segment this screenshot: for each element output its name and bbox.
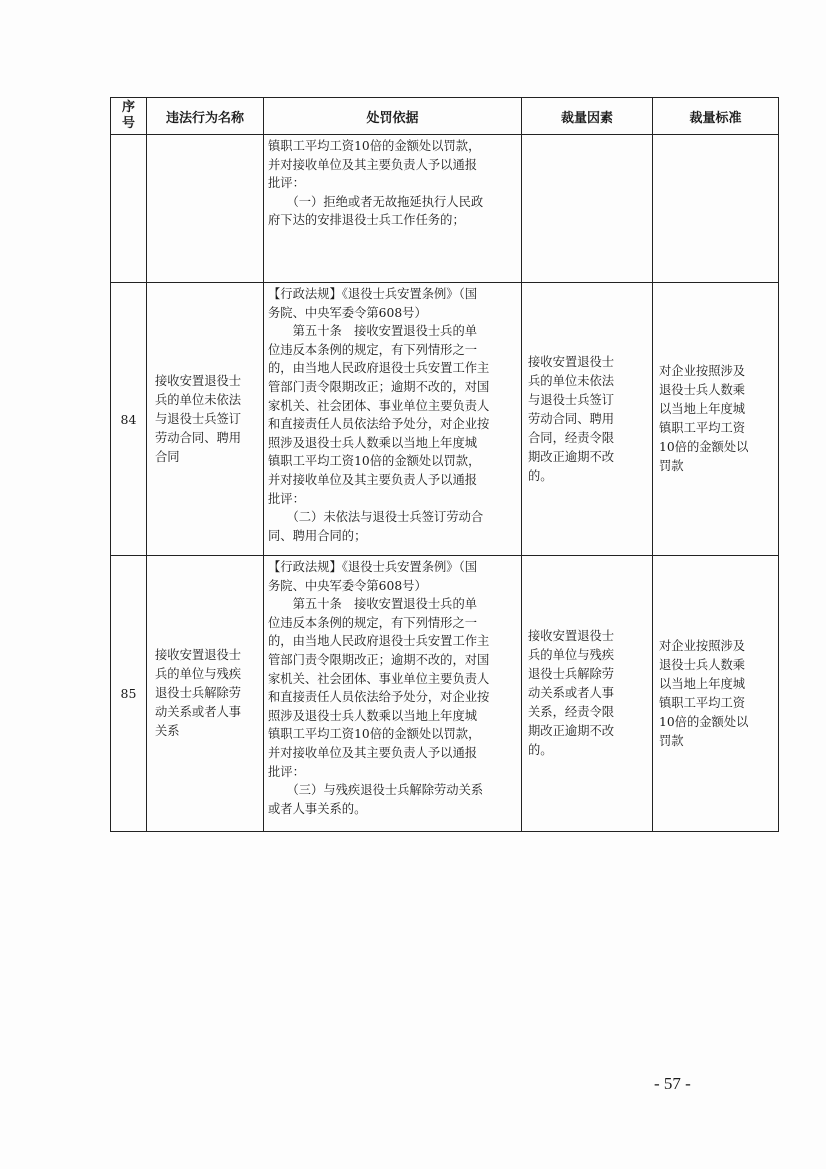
row-penalty-basis: [264, 556, 522, 832]
penalty-basis-text: 镇职工平均工资10倍的金额处以罚款， 并对接收单位及其主要负责人予以通报 批评： （一）拒绝或者无故拖延执行人民政 府下达的安排退役士兵工作任务的；: [268, 139, 484, 228]
page-number: - 57 -: [654, 1074, 691, 1093]
row-discretion-factor: 接收安置退役士 兵的单位与残疾 退役士兵解除劳 动关系或者人事 关系，经责令限 期改正逾期不改 的。: [522, 556, 653, 832]
row-discretion-factor: [522, 135, 653, 283]
row-discretion-factor: 接收安置退役士 兵的单位未依法 与退役士兵签订 劳动合同、聘用 合同，经责令限 期改正逾期不改 的。: [522, 283, 653, 556]
table-row: [111, 556, 779, 832]
row-discretion-standard: 对企业按照涉及 退役士兵人数乘 以当地上年度城 镇职工平均工资 10倍的金额处以 罚款: [653, 283, 779, 556]
table-row: [111, 283, 779, 556]
row-penalty-basis: [264, 283, 522, 556]
header-seq-line2: 号: [121, 116, 135, 131]
table-header-row: [111, 98, 779, 135]
row-seq: [111, 135, 147, 283]
header-penalty-basis: 处罚依据: [264, 98, 522, 135]
row-violation-name: 接收安置退役士 兵的单位未依法 与退役士兵签订 劳动合同、聘用 合同: [147, 283, 264, 556]
row-violation-name: 接收安置退役士 兵的单位与残疾 退役士兵解除劳 动关系或者人事 关系: [147, 556, 264, 832]
table-row: [111, 135, 779, 283]
header-discretion-standard: 裁量标准: [653, 98, 779, 135]
penalty-basis-text: 【行政法规】《退役士兵安置条例》（国 务院、中央军委令第608号） 第五十条 接收安置退役士兵的单 位违反本条例的规定，有下列情形之一 的，由当地人民政府退役士兵安置工作主 管部门责令限期改正；逾期不改的，对国 家机关、社会团体、事业单位主要负责人 和直接责任人员依法给予处分，对企业按 照涉及退役士兵人数乘以当地上年度城 镇职工平均工资10倍的金额处以罚款， 并对接收单位及其主要负责人予以通报 批评： （三）与残疾退役士兵解除劳动关系 或者人事关系的。: [268, 560, 490, 816]
row-discretion-standard: 对企业按照涉及 退役士兵人数乘 以当地上年度城 镇职工平均工资 10倍的金额处以 罚款: [653, 556, 779, 832]
row-seq: 84: [111, 283, 147, 556]
header-discretion-factor: 裁量因素: [522, 98, 653, 135]
row-penalty-basis: [264, 135, 522, 283]
header-seq: [111, 98, 147, 135]
penalty-basis-text: 【行政法规】《退役士兵安置条例》（国 务院、中央军委令第608号） 第五十条 接收安置退役士兵的单 位违反本条例的规定，有下列情形之一 的，由当地人民政府退役士兵安置工作主 管部门责令限期改正；逾期不改的，对国 家机关、社会团体、事业单位主要负责人 和直接责任人员依法给予处分，对企业按 照涉及退役士兵人数乘以当地上年度城 镇职工平均工资10倍的金额处以罚款， 并对接收单位及其主要负责人予以通报 批评： （二）未依法与退役士兵签订劳动合 同、聘用合同的；: [268, 287, 490, 543]
penalty-discretion-table: [110, 97, 779, 832]
header-seq-line1: 序: [121, 100, 135, 115]
header-violation-name: 违法行为名称: [147, 98, 264, 135]
row-violation-name: [147, 135, 264, 283]
row-seq: 85: [111, 556, 147, 832]
row-discretion-standard: [653, 135, 779, 283]
